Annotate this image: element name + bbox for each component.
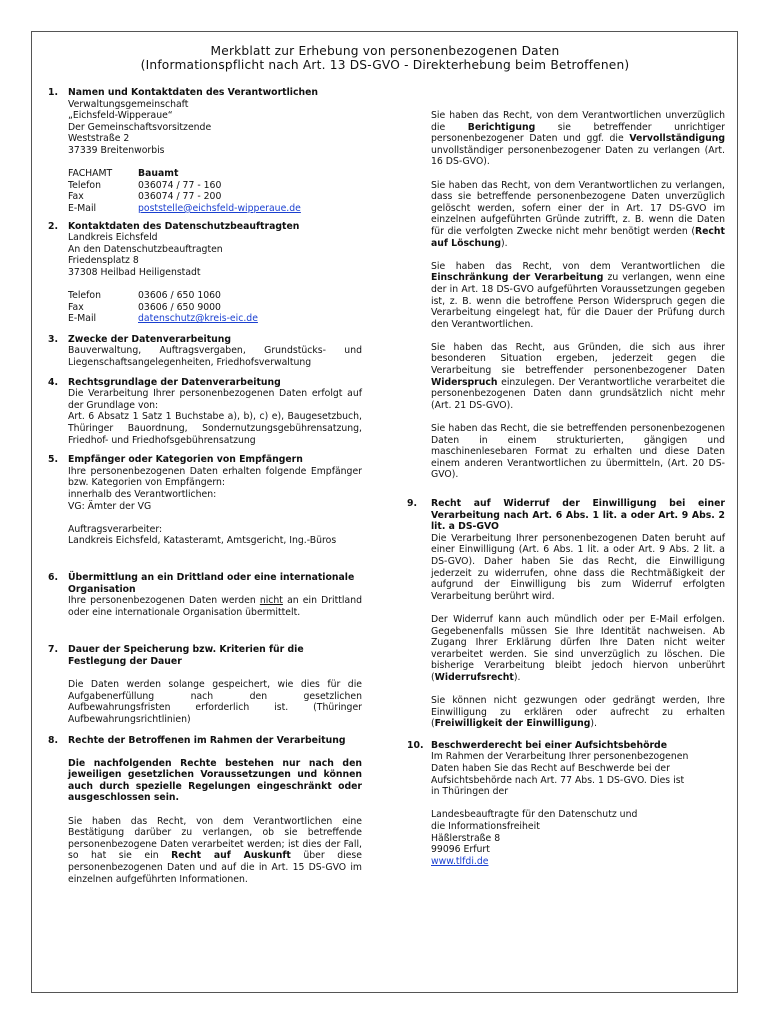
section-heading: Kontaktdaten des Datenschutzbeauftragten [68,220,300,232]
address-line: Landesbeauftragte für den Datenschutz und [431,809,638,821]
rights-list [407,110,725,481]
right-column [407,110,725,867]
address-line: 99096 Erfurt [431,844,490,856]
left-column [44,87,362,885]
address-line: die Informationsfreiheit [431,821,540,833]
section-4 [44,377,362,447]
section-heading: Empfänger oder Kategorien von Empfängern [68,454,303,466]
section-text: Die Verarbeitung Ihrer personenbezogenen Daten erfolgt auf der Grundlage von: [68,388,362,411]
section-6 [44,572,362,618]
section-text: Daten haben Sie das Recht auf Beschwerde bei der [431,763,670,775]
right-paragraph: Sie haben das Recht, von dem Verantwortlichen unverzüglich die Berichtigung sie betreffender unrichtiger personenbezogener Daten und ggf. die Vervollständigung unvollständiger personenbezogener Daten zu verlangen (Art. 16 DS-GVO). [431,110,725,168]
email-row: E-Mail datenschutz@kreis-eic.de [68,313,258,325]
address-line: Weststraße 2 [68,133,130,145]
address-line: Häßlerstraße 8 [431,832,501,844]
fachamt-row: FACHAMT Bauamt [68,168,179,180]
section-text: Die Verarbeitung Ihrer personenbezogenen Daten beruht auf einer Einwilligung (Art. 6 Abs. 1 lit. a oder Art. 9 Abs. 2 lit. a DS-GVO). Daher haben Sie das Recht, die Einwilligung jederzeit zu widerrufen, ohne dass die Rechtmäßigkeit der aufgrund der Einwilligung bis zum Widerruf erfolgten Verarbeitung berührt wird. [431,532,725,602]
section-text: Sie können nicht gezwungen oder gedrängt werden, Ihre Einwilligung zu erklären oder aufrecht zu erhalten (Freiwilligkeit der Einwilligung). [431,695,725,730]
address-line: Der Gemeinschaftsvorsitzende [68,121,212,133]
section-number: 7. [48,644,59,656]
section-number: 1. [48,87,59,98]
section-text: Der Widerruf kann auch mündlich oder per E-Mail erfolgen. Gegebenenfalls müssen Sie Ihre Identität nachweisen. Ab Zugang Ihrer Erklärung dürfen Ihre Daten nicht weiter verarbeitet werden. Sie sind unverzüglich zu löschen. Die bisherige Verarbeitung bleibt jedoch hiervon unberührt (Widerrufsrecht). [431,613,725,683]
section-number: 8. [48,734,59,746]
section-heading: Übermittlung an ein Drittland oder eine internationale Organisation [68,571,355,595]
right-paragraph: Sie haben das Recht, aus Gründen, die sich aus ihrer besonderen Situation ergeben, jederzeit gegen die Verarbeitung sie betreffender personenbezogener Daten Widerspruch einzulegen. Der Verantwortliche verarbeitet die personenbezogenen Daten dann grundsätzlich nicht mehr (Art. 21 DS-GVO). [431,341,725,411]
section-number: 9. [407,498,418,509]
section-number: 6. [48,571,59,583]
section-text: VG: Ämter der VG [68,500,152,512]
right-paragraph: Sie haben das Recht, die sie betreffenden personenbezogenen Daten in einem strukturierten, gängigen und maschinenlesebaren Format zu erhalten und diese Daten einem anderen Verantwortlichen zu übermitteln, (Art. 20 DS-GVO). [431,423,725,481]
section-text: Landkreis Eichsfeld, Katasteramt, Amtsgericht, Ing.-Büros [68,535,337,547]
address-line: „Eichsfeld-Wipperaue“ [68,110,173,122]
section-text: Auftragsverarbeiter: [68,523,163,535]
section-number: 2. [48,220,59,232]
phone-row: Telefon 036074 / 77 - 160 [68,179,222,191]
section-3 [44,334,362,369]
section-9 [407,498,725,730]
section-heading: Beschwerderecht bei einer Aufsichtsbehörde [431,739,668,751]
section-text: Im Rahmen der Verarbeitung Ihrer personenbezogenen [431,751,689,763]
section-number: 5. [48,454,59,466]
section-heading: Recht auf Widerruf der Einwilligung bei einer Verarbeitung nach Art. 6 Abs. 1 lit. a oder Art. 9 Abs. 2 lit. a DS-GVO [431,498,725,533]
section-number: 4. [48,376,59,388]
right-paragraph: Sie haben das Recht, von dem Verantwortlichen die Einschränkung der Verarbeitung zu verlangen, wenn eine der in Art. 18 DS-GVO aufgeführten Voraussetzungen gegeben ist, z. B. wenn die betroffene Person Widerspruch gegen die Verarbeitung eingelegt hat, für die Dauer der Prüfung durch den Verantwortlichen. [431,260,725,330]
section-text: Ihre personenbezogenen Daten werden nicht an ein Drittland oder eine internationale Organisation übermittelt. [68,595,362,618]
section-7 [44,644,362,725]
section-text: Art. 6 Absatz 1 Satz 1 Buchstabe a), b), c) e), Baugesetzbuch, Thüringer Bauordnung, Sondernutzungsgebührensatzung, Friedhof- und Friedhofsgebührensatzung [68,411,362,446]
fax-row: Fax 03606 / 650 9000 [68,301,221,313]
section-number: 10. [407,739,424,751]
address-line: Friedensplatz 8 [68,255,139,267]
section-heading: Rechte der Betroffenen im Rahmen der Verarbeitung [68,734,346,746]
section-text: Ihre personenbezogenen Daten erhalten folgende Empfänger bzw. Kategorien von Empfängern: [68,465,362,489]
email-link[interactable]: poststelle@eichsfeld-wipperaue.de [138,202,301,214]
section-heading: Zwecke der Datenverarbeitung [68,333,232,345]
page-title [0,44,770,72]
fax-row: Fax 036074 / 77 - 200 [68,191,222,203]
section-2 [44,221,362,325]
section-text: in Thüringen der [431,786,509,798]
section-5 [44,454,362,547]
section-heading: Rechtsgrundlage der Datenverarbeitung [68,376,281,388]
section-text: innerhalb des Verantwortlichen: [68,489,217,500]
section-number: 3. [48,333,59,345]
section-heading: Dauer der Speicherung bzw. Kriterien für die Festlegung der Dauer [68,644,304,667]
section-text: Sie haben das Recht, von dem Verantwortlichen eine Bestätigung darüber zu verlangen, ob sie betreffende personenbezogene Daten verarbeitet werden; ist dies der Fall, so hat sie ein Recht auf Auskunft über diese personenbezogenen Daten und auf die in Art. 15 DS-GVO im einzelnen aufgeführten Informationen. [68,815,362,885]
rights-notice: Die nachfolgenden Rechte bestehen nur nach den jeweiligen gesetzlichen Voraussetzungen und können auch durch spezielle Regelungen eingeschränkt oder ausgeschlossen sein. [68,757,362,804]
section-text: Die Daten werden solange gespeichert, wie dies für die Aufgabenerfüllung nach den gesetzlichen Aufbewahrungsfristen erforderlich ist. (Thüringer Aufbewahrungsrichtlinien) [68,679,362,725]
address-line: An den Datenschutzbeauftragten [68,243,223,255]
section-text: Bauverwaltung, Auftragsvergaben, Grundstücks- und Liegenschaftsangelegenheiten, Friedhofsverwaltung [68,345,362,369]
section-text: Aufsichtsbehörde nach Art. 77 Abs. 1 DS-GVO. Dies ist [431,774,685,786]
website-link[interactable]: www.tlfdi.de [431,855,489,867]
address-line: 37339 Breitenworbis [68,144,165,156]
title-line-2: (Informationspflicht nach Art. 13 DS-GVO - Direkterhebung beim Betroffenen) [140,58,630,72]
address-line: Landkreis Eichsfeld [68,232,158,244]
section-heading: Namen und Kontaktdaten des Verantwortlichen [68,87,319,98]
email-link[interactable]: datenschutz@kreis-eic.de [138,313,258,325]
title-line-1: Merkblatt zur Erhebung von personenbezogenen Daten [210,44,560,58]
phone-row: Telefon 03606 / 650 1060 [68,290,221,302]
section-10 [407,740,725,868]
section-8 [44,735,362,886]
address-line: Verwaltungsgemeinschaft [68,98,189,110]
right-paragraph: Sie haben das Recht, von dem Verantwortlichen zu verlangen, dass sie betreffende personenbezogene Daten unverzüglich gelöscht werden, sofern einer der in Art. 17 DS-GVO im einzelnen aufgeführten Gründe zutrifft, z. B. wenn die Daten für die verfolgten Zwecke nicht mehr benötigt werden (Recht auf Löschung). [431,179,725,249]
section-1 [44,87,362,215]
address-line: 37308 Heilbad Heiligenstadt [68,266,201,278]
email-row: E-Mail poststelle@eichsfeld-wipperaue.de [68,202,301,214]
